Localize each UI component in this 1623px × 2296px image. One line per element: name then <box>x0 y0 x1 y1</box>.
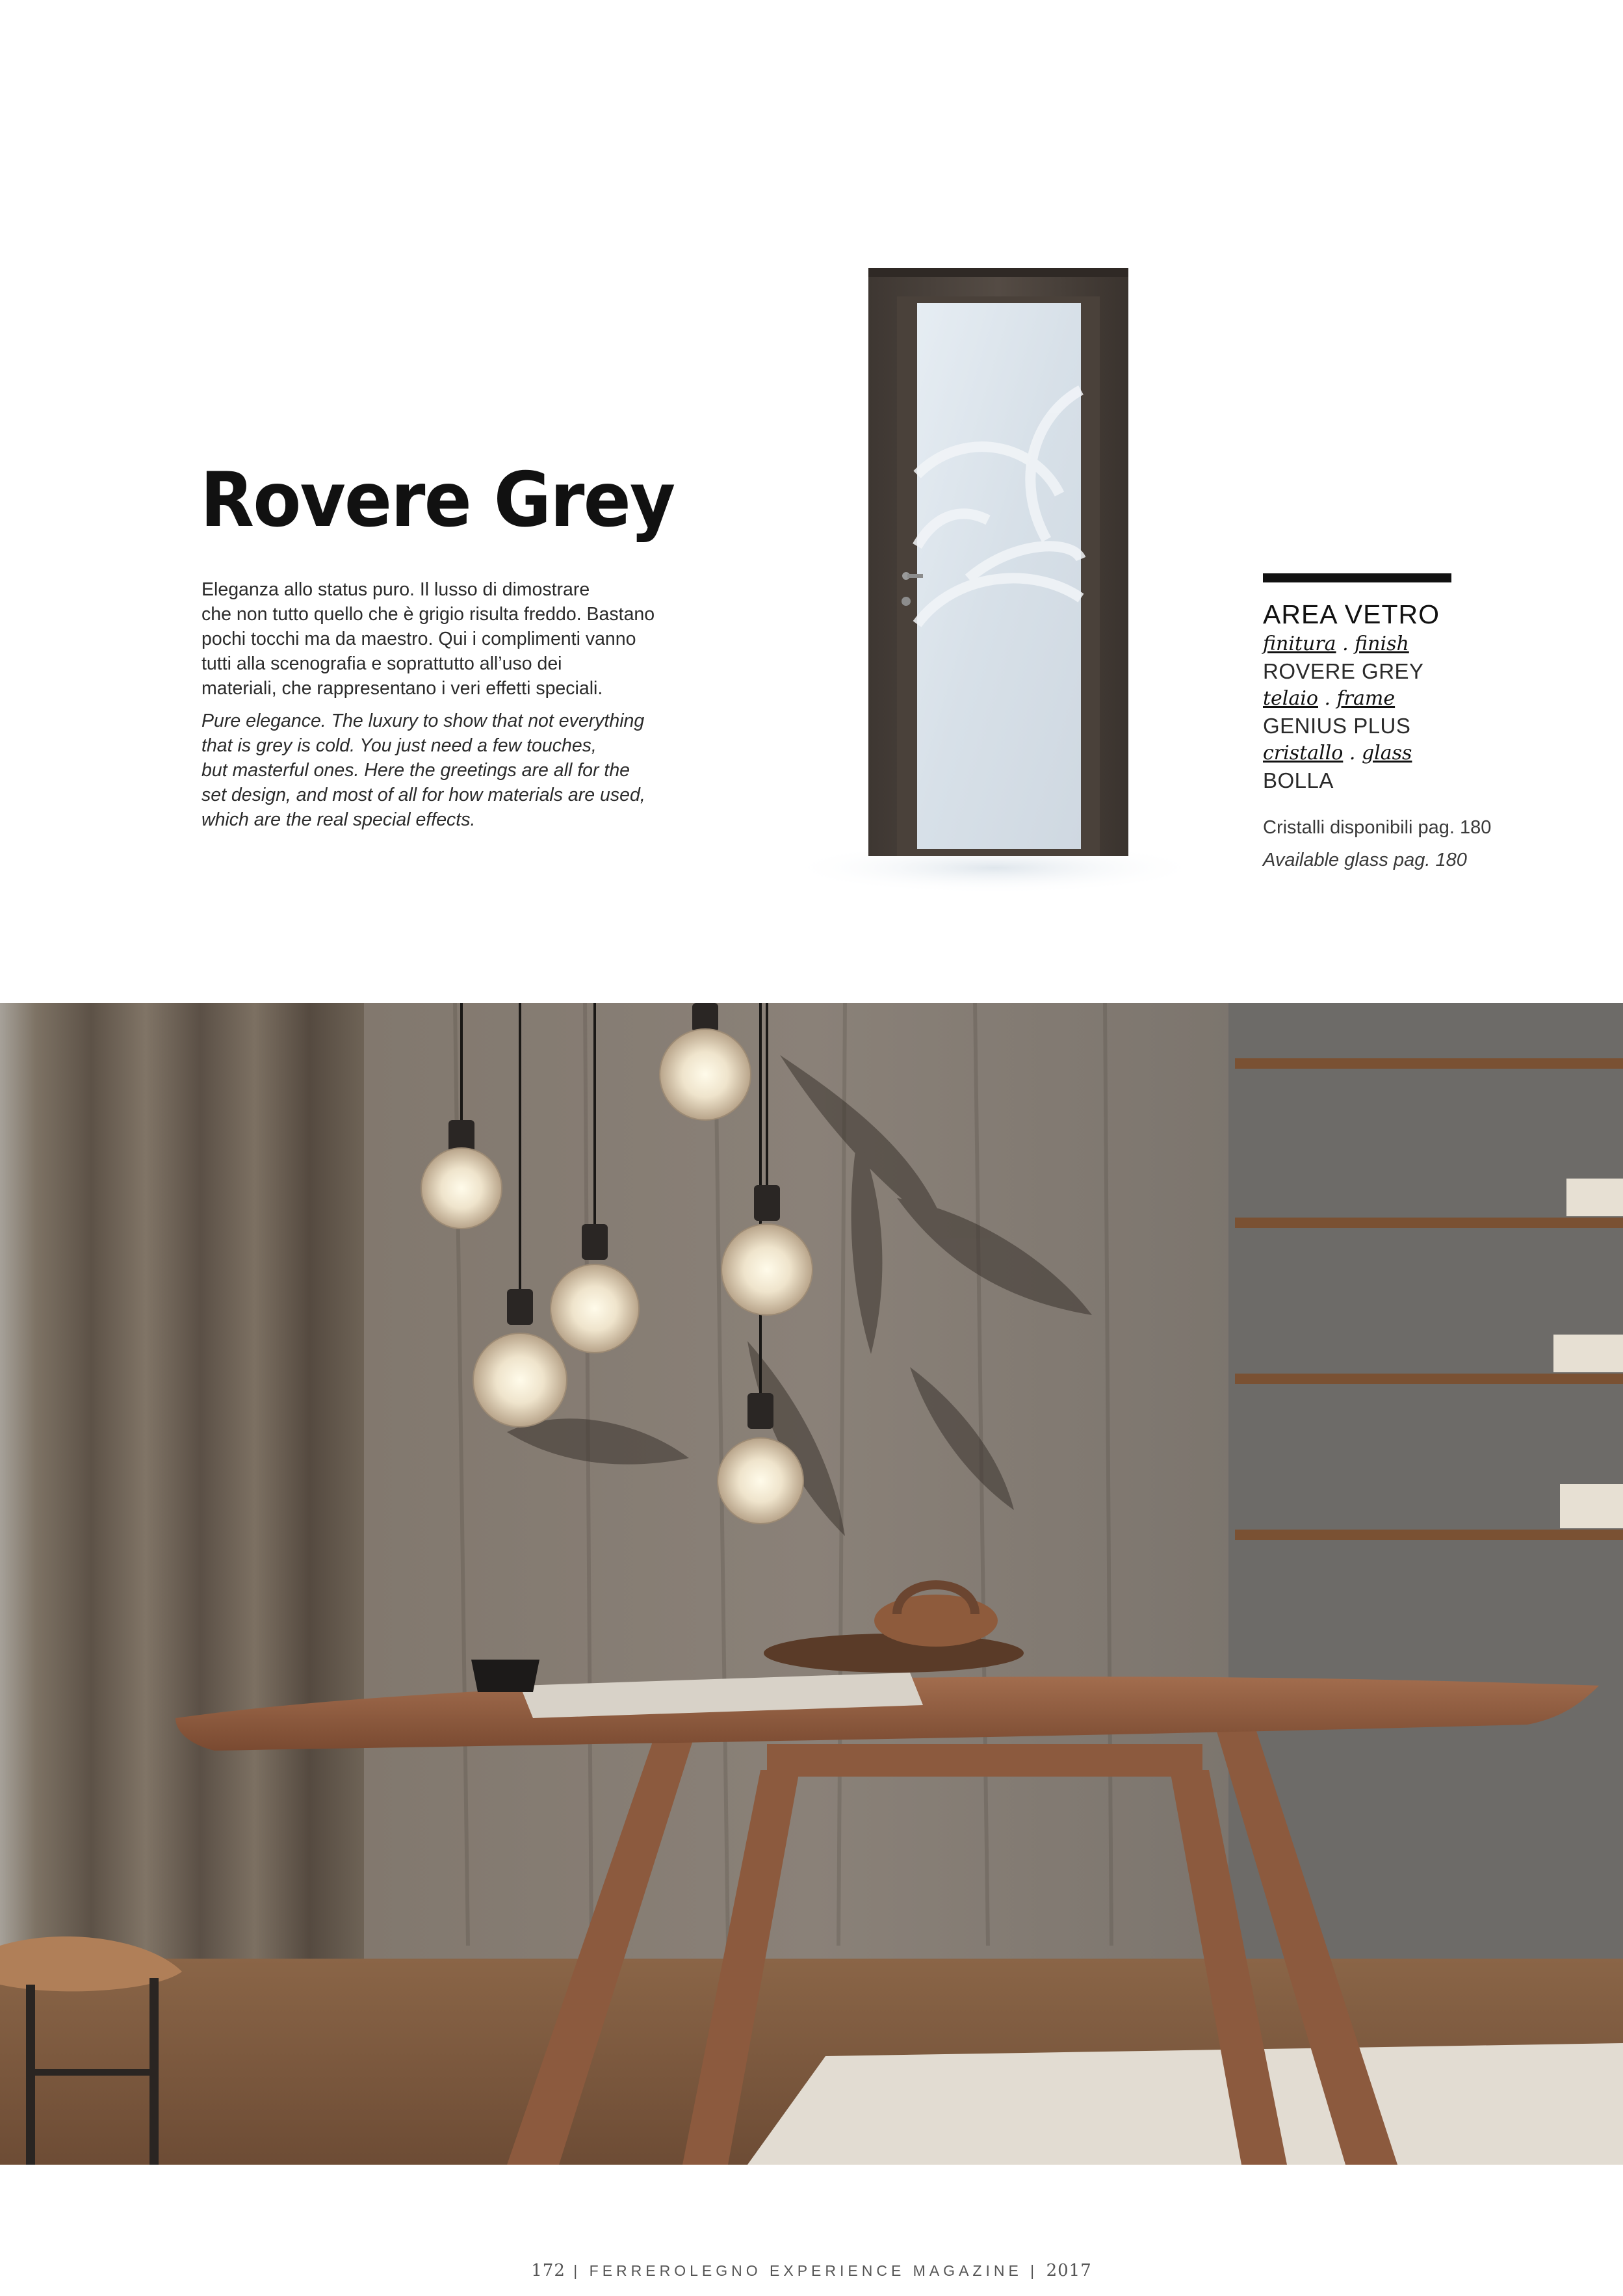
door-product-image <box>799 234 1189 891</box>
spec-heading: AREA VETRO <box>1263 599 1440 629</box>
frame-value: GENIUS PLUS <box>1263 714 1411 738</box>
description-italian <box>201 577 760 701</box>
footer-separator: | <box>1022 2262 1046 2279</box>
glass-value: BOLLA <box>1263 768 1334 792</box>
description-line: but masterful ones. Here the greetings are all for the <box>201 760 630 781</box>
finish-value: ROVERE GREY <box>1263 659 1424 683</box>
description-line: materiali, che rappresentano i veri effetti speciali. <box>201 678 603 699</box>
spec-panel <box>1263 573 1523 876</box>
publication-year: 2017 <box>1046 2261 1092 2280</box>
description-line: pochi tocchi ma da maestro. Qui i complimenti vanno <box>201 629 636 649</box>
description-english <box>201 709 760 832</box>
description-line: che non tutto quello che è grigio risulta freddo. Bastano <box>201 604 655 625</box>
frame-label: telaio . frame <box>1263 687 1396 710</box>
description-line: set design, and most of all for how materials are used, <box>201 785 645 805</box>
glass-note-english: Available glass pag. 180 <box>1263 850 1467 870</box>
page-title: Rovere Grey <box>200 456 675 544</box>
door-illustration <box>799 234 1189 891</box>
glass-label: cristallo . glass <box>1263 742 1412 764</box>
description-line: Eleganza allo status puro. Il lusso di dimostrare <box>201 579 590 600</box>
page-number: 172 <box>531 2261 565 2280</box>
description-line: that is grey is cold. You just need a few touches, <box>201 735 597 756</box>
description-line: tutti alla scenografia e soprattutto all’uso dei <box>201 653 562 674</box>
description-line: which are the real special effects. <box>201 809 476 830</box>
description-line: Pure elegance. The luxury to show that not everything <box>201 711 645 731</box>
magazine-name: FERREROLEGNO EXPERIENCE MAGAZINE <box>589 2262 1022 2279</box>
spec-rule <box>1263 573 1451 582</box>
footer-separator: | <box>565 2262 590 2279</box>
glass-note-italian: Cristalli disponibili pag. 180 <box>1263 817 1492 838</box>
interior-scene <box>0 1003 1623 2165</box>
finish-label: finitura . finish <box>1263 633 1409 655</box>
interior-photo <box>0 1003 1623 2165</box>
page-footer <box>0 2261 1623 2280</box>
